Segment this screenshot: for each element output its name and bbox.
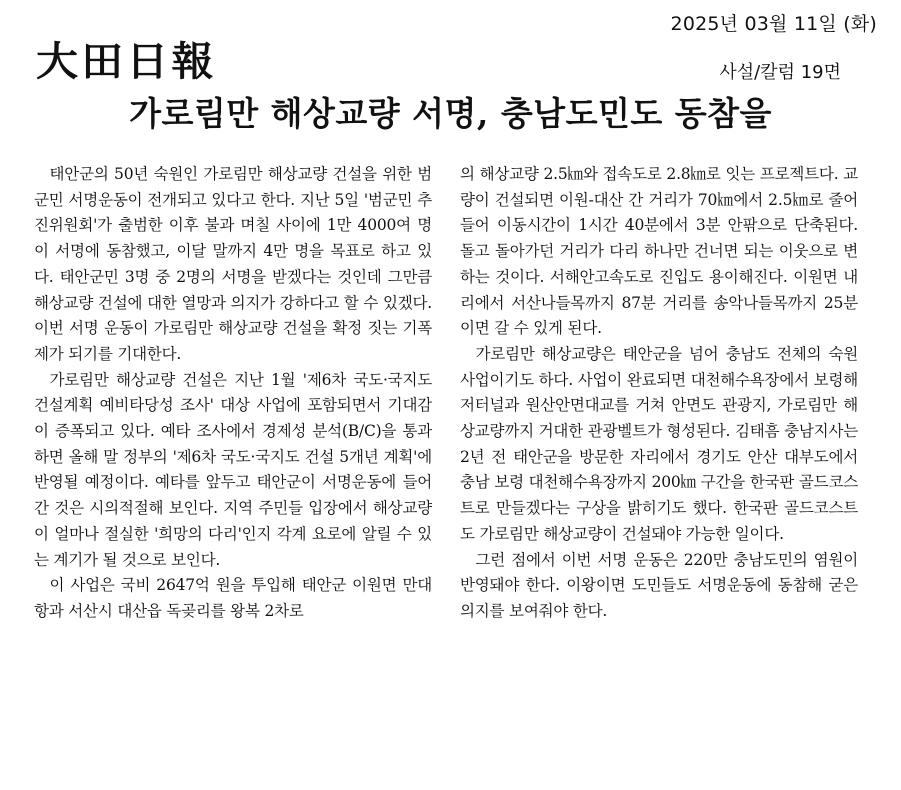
paragraph: 태안군의 50년 숙원인 가로림만 해상교량 건설을 위한 범군민 서명운동이 전개되고 있다고 한다. 지난 5일 '범군민 추진위원회'가 출범한 이후 불과 며칠 사이에 1만 4000여 명이 서명에 동참했고, 이달 말까지 4만 명을 목표로 하고 있다. 태안군민 3명 중 2명의 서명을 받겠다는 것인데 그만큼 해상교량 건설에 대한 열망과 의지가 강하다고 할 수 있겠다. 이번 서명 운동이 가로림만 해상교량 건설을 확정 짓는 기폭제가 되기를 기대한다. [34, 165, 432, 363]
paragraph: 이 사업은 국비 2647억 원을 투입해 태안군 이원면 만대항과 서산시 대산읍 독곶리를 왕복 2차로 [34, 576, 432, 620]
newspaper-masthead: 大田日報 [36, 38, 217, 85]
paragraph: 그런 점에서 이번 서명 운동은 220만 충남도민의 염원이 반영돼야 한다. 이왕이면 도민들도 서명운동에 동참해 굳은 의지를 보여줘야 한다. [460, 550, 858, 620]
article-column-right [460, 162, 858, 625]
paragraph: 가로림만 해상교량은 태안군을 넘어 충남도 전체의 숙원사업이기도 하다. 사업이 완료되면 대천해수욕장에서 보령해저터널과 원산안면대교를 거쳐 안면도 관광지, 가로림만 해상교량까지 거대한 관광벨트가 형성된다. 김태흠 충남지사는 2년 전 태안군을 방문한 자리에서 경기도 안산 대부도에서 충남 보령 대천해수욕장까지 200㎞ 구간을 한국판 골드코스트로 만들겠다는 구상을 밝히기도 했다. 한국판 골드코스트도 가로림만 해상교량이 건설돼야 가능한 일이다. [460, 344, 858, 543]
section-label: 사설/칼럼 19면 [719, 62, 841, 83]
issue-date: 2025년 03월 11일 (화) [670, 13, 877, 35]
paragraph: 의 해상교량 2.5㎞와 접속도로 2.8㎞로 잇는 프로젝트다. 교량이 건설되면 이원-대산 간 거리가 70㎞에서 2.5㎞로 줄어들어 이동시간이 1시간 40분에서 3분 안팎으로 단축된다. 돌고 돌아가던 거리가 다리 하나만 건너면 되는 이웃으로 변하는 것이다. 서해안고속도로 진입도 용이해진다. 이원면 내리에서 서산나들목까지 87분 거리를 송악나들목까지 25분이면 갈 수 있게 된다. [460, 165, 858, 338]
article-column-left [34, 162, 432, 625]
article-headline: 가로림만 해상교량 서명, 충남도민도 동참을 [129, 94, 772, 133]
paragraph: 가로림만 해상교량 건설은 지난 1월 '제6차 국도·국지도 건설계획 예비타당성 조사' 대상 사업에 포함되면서 기대감이 증폭되고 있다. 예타 조사에서 경제성 분석(B/C)을 통과하면 올해 말 정부의 '제6차 국도·국지도 건설 5개년 계획'에 반영될 예정이다. 예타를 앞두고 태안군이 서명운동에 들어간 것은 시의적절해 보인다. 지역 주민들 입장에서 해상교량이 얼마나 절실한 '희망의 다리'인지 각계 요로에 알릴 수 있는 계기가 될 것으로 보인다. [34, 370, 432, 569]
